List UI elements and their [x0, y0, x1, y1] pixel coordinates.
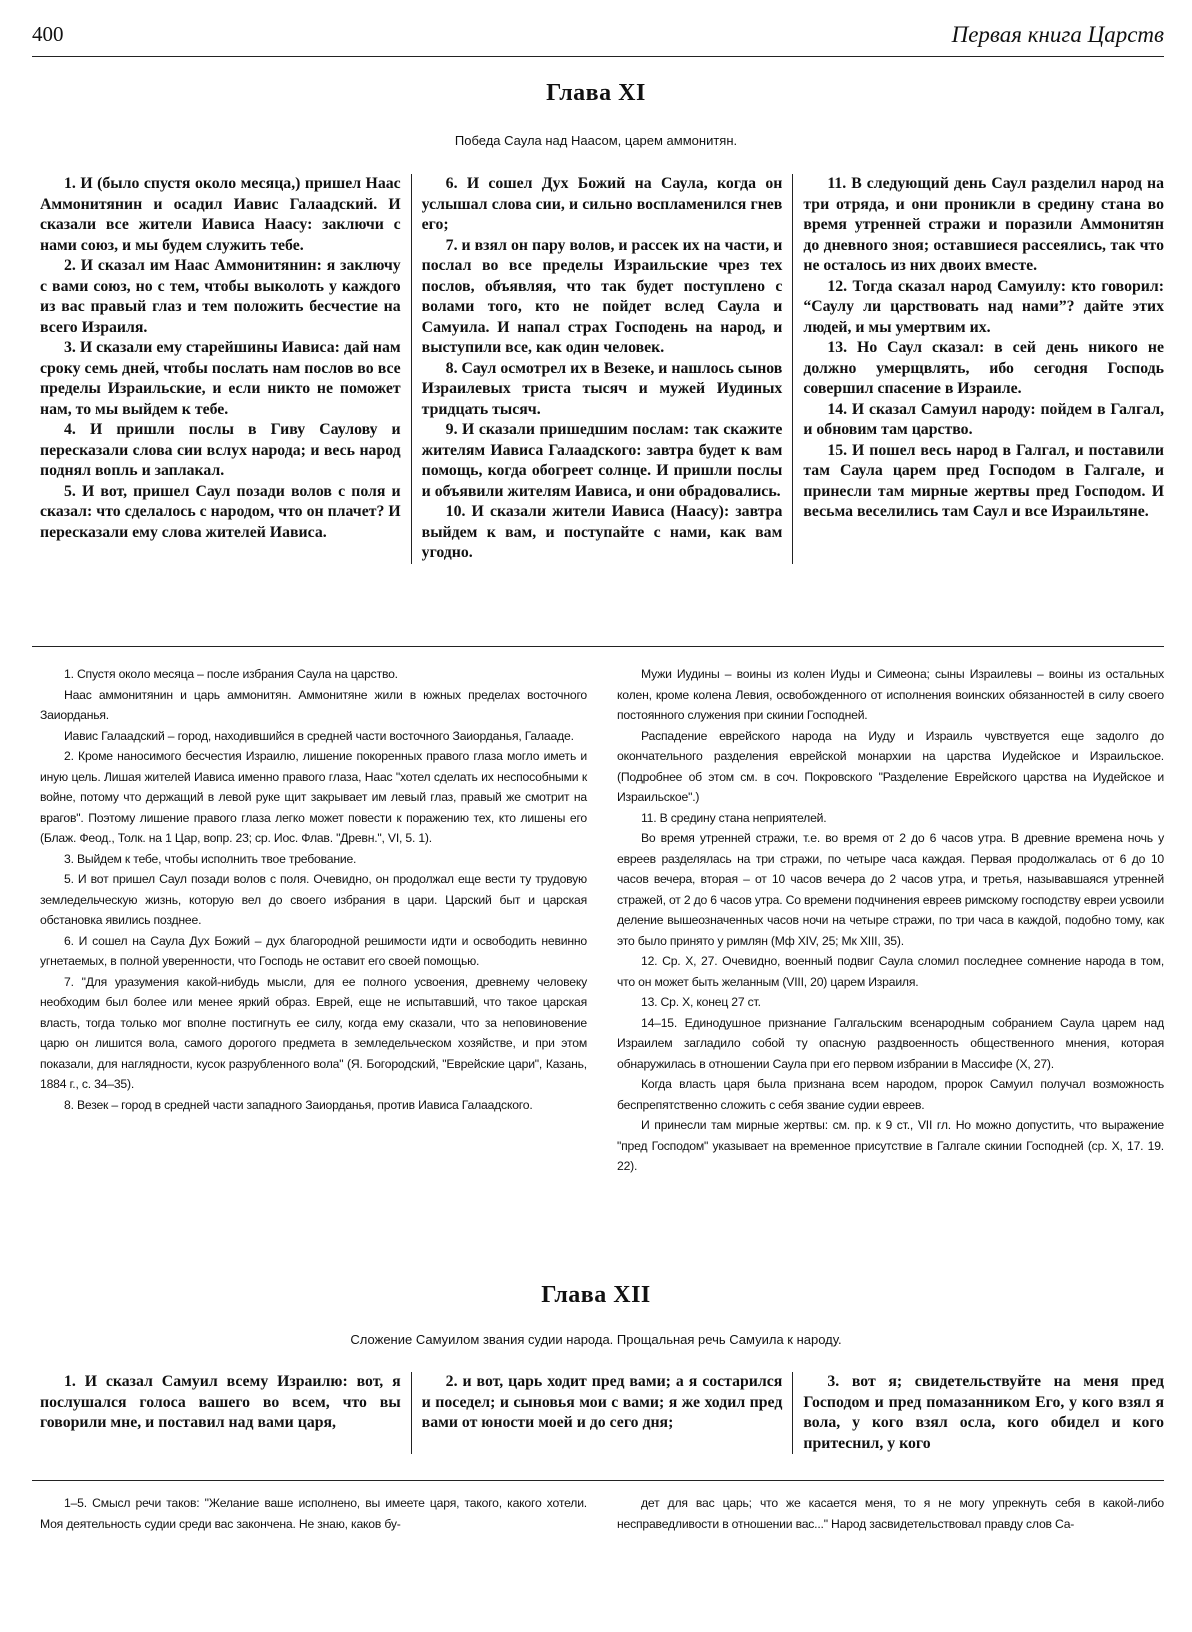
chapter-12-title: Глава XII: [541, 1282, 651, 1308]
commentary-note: 1–5. Смысл речи таков: "Желание ваше исполнено, вы имеете царя, такого, какого хотели. Моя деятельность судии среди вас закончена. Не знаю, каков бу-: [40, 1496, 587, 1531]
verse: 4. И пришли послы в Гиву Саулову и пересказали слова сии вслух народа; и весь народ поднял вопль и заплакал.: [40, 421, 401, 479]
commentary-note: 6. И сошел на Саула Дух Божий – дух благородной решимости идти и освободить невинно угнетаемых, в полной уверенности, что Господь не оставит его своей помощью.: [40, 933, 587, 968]
page-number: 400: [32, 22, 64, 46]
chapter-11-summary: Победа Саула над Наасом, царем аммонитян.: [454, 133, 738, 148]
commentary-note: 3. Выйдем к тебе, чтобы исполнить твое требование.: [64, 851, 357, 866]
chapter-11-title: Глава XI: [546, 80, 646, 106]
commentary-note: Наас аммонитянин и царь аммонитян. Аммонитяне жили в южных пределах восточного Заиорданья.: [40, 687, 587, 722]
verse: 1. И (было спустя около месяца,) пришел Наас Аммонитянин и осадил Иавис Галаадский. И сказали все жители Иависа Наасу: заключи с нами союз, и мы будем служить тебе.: [40, 175, 401, 254]
verse: 11. В следующий день Саул разделил народ на три отряда, и они проникли в средину стана во время утренней стражи и поразили Аммонитян до дневного зноя; оставшиеся рассеялись, так что не осталось из них двоих вместе.: [803, 175, 1165, 274]
chapter-12-summary: Сложение Самуилом звания судии народа. Прощальная речь Самуила к народу.: [350, 1332, 842, 1347]
footnote-divider: [32, 1480, 1164, 1481]
commentary-note: 14–15. Единодушное признание Галгальским всенародным собранием Саула царем над Израилем загладило собой ту опасную раздвоенность общественного мнения, которая обнаружилась в отношении Саула при его первом избрании в Массифе (X, 27).: [617, 1015, 1164, 1071]
commentary-note: 13. Ср. X, конец 27 ст.: [641, 995, 761, 1009]
verse: 1. И сказал Самуил всему Израилю: вот, я послушался голоса вашего во всем, что вы говорили мне, и поставил над вами царя,: [40, 1373, 401, 1431]
book-title: Первая книга Царств: [951, 22, 1164, 47]
commentary-note: Распадение еврейского народа на Иуду и Израиль чувствуется еще задолго до окончательного разделения еврейской монархии на царства Иудейское и Израильское. (Подробнее об этом см. в соч. Покровского "Разделение Еврейского царства на Иудейское и Израильское".): [617, 728, 1164, 804]
verse: 7. и взял он пару волов, и рассек их на части, и послал во все пределы Израильские чрез тех послов, объявляя, что так будет поступлено с волами того, кто не пойдет вслед Саула и Самуила. И напал страх Господень на народ, и выступили все, как один человек.: [421, 236, 783, 356]
commentary-column-left: [40, 1493, 587, 1534]
verse-column-3: [792, 1372, 1164, 1454]
commentary-note: Когда власть царя была признана всем народом, пророк Самуил получал возможность беспрепятственно сложить с себя звание судии евреев.: [617, 1077, 1164, 1112]
verse-column-2: [411, 1372, 793, 1454]
commentary-note: 8. Везек – город в средней части западного Заиорданья, против Иависа Галаадского.: [64, 1097, 533, 1112]
chapter-11-verses: [40, 174, 1164, 564]
commentary-column-left: [40, 664, 587, 1177]
verse: 14. И сказал Самуил народу: пойдем в Галгал, и обновим там царство.: [803, 400, 1165, 438]
verse: 6. И сошел Дух Божий на Саула, когда он услышал слова сии, и сильно воспламенился гнев его;: [421, 175, 783, 233]
verse-column-1: [40, 174, 411, 564]
verse-column-2: [411, 174, 793, 564]
verse: 3. вот я; свидетельствуйте на меня пред Господом и пред помазанником Его, у кого взял я вола, у кого взял осла, кого обидел и кого притеснил, у кого: [803, 1373, 1165, 1452]
chapter-11-commentary: [40, 664, 1164, 1177]
chapter-12-commentary: [40, 1493, 1164, 1534]
chapter-12-verses: [40, 1372, 1164, 1454]
commentary-note: 5. И вот пришел Саул позади волов с поля. Очевидно, он продолжал еще вести ту трудовую земледельческую жизнь, которую вел до своего избрания в цари. Царский быт и царская обстановка явились позднее.: [40, 872, 587, 927]
commentary-note: дет для вас царь; что же касается меня, то я не могу упрекнуть себя в какой-либо несправедливости в отношении вас..." Народ засвидетельствовал правду слов Са-: [617, 1496, 1164, 1531]
verse: 9. И сказали пришедшим послам: так скажите жителям Иависа Галаадского: завтра будет к вам помощь, когда обогреет солнце. И пришли послы и объявили жителям Иависа, и они обрадовались.: [421, 421, 783, 500]
verse: 12. Тогда сказал народ Самуилу: кто говорил: “Саулу ли царствовать над нами”? дайте этих людей, и мы умертвим их.: [803, 277, 1165, 336]
verse: 13. Но Саул сказал: в сей день никого не должно умерщвлять, ибо сегодня Господь совершил спасение в Израиле.: [803, 339, 1165, 397]
commentary-note: Мужи Иудины – воины из колен Иуды и Симеона; сыны Израилевы – воины из остальных колен, кроме колена Левия, освобожденного от исполнения воинских обязанностей в силу своего постоянного служения при скинии Господней.: [617, 667, 1164, 722]
running-head: [32, 16, 1164, 57]
commentary-note: 7. "Для уразумения какой-нибудь мысли, для ее полного усвоения, древнему человеку необходим был более или менее яркий образ. Еврей, еще не испытавший, что такое царская власть, тогда только мог вполне постигнуть ее силу, когда ему сказали, что за неповиновение царю он лишится вола, самого дорогого предмета в земледельческом хозяйстве, и при этом показали, для наглядности, кусок разрубленного вола" (Я. Богородский, "Еврейские цари", Казань, 1884 г., с. 34–35).: [40, 974, 587, 1091]
verse: 5. И вот, пришел Саул позади волов с поля и сказал: что сделалось с народом, что он плачет? И пересказали ему слова жителей Иависа.: [40, 482, 401, 541]
commentary-note: Во время утренней стражи, т.е. во время от 2 до 6 часов утра. В древние времена ночь у евреев разделялась на три стражи, по четыре часа каждая. Первая продолжалась от 6 до 10 часов вечера, вторая – от 10 часов вечера до 2 часов утра, и третья, называвшаяся утренней стражей, от 2 до 6 часов утра. Со времени подчинения евреев римскому господству евреи усвоили деление вышеозначенных часов ночи на четыре стражи, по три часа в каждой, подобно тому, как это было принято у римлян (Мф XIV, 25; Мк XIII, 35).: [617, 831, 1164, 948]
commentary-column-right: [617, 664, 1164, 1177]
commentary-note: Иавис Галаадский – город, находившийся в средней части восточного Заиорданья, Галааде.: [64, 728, 574, 743]
commentary-column-right: [617, 1493, 1164, 1534]
verse-column-1: [40, 1372, 411, 1454]
verse-column-3: [792, 174, 1164, 564]
commentary-note: 12. Ср. X, 27. Очевидно, военный подвиг Саула сломил последнее сомнение народа в том, что он может быть желанным (VIII, 20) царем Израиля.: [617, 954, 1164, 989]
commentary-note: 2. Кроме наносимого бесчестия Израилю, лишение покоренных правого глаза могло иметь и иную цель. Лишая жителей Иависа именно правого глаза, Наас "хотел сделать их неспособными к войне, потому что держащий в левой руке щит закрывает им левый глаз, правый же смотрит на врагов". Поэтому лишение правого глаза легко может повести к поражению тех, кто лишены его (Блаж. Феод., Толк. на 1 Цар, вопр. 23; ср. Иос. Флав. "Древн.", VI, 5. 1).: [40, 749, 587, 845]
commentary-note: 1. Спустя около месяца – после избрания Саула на царство.: [64, 667, 398, 681]
verse: 15. И пошел весь народ в Галгал, и поставили там Саула царем пред Господом в Галгале, и принесли там мирные жертвы пред Господом. И весьма веселились там Саул и все Израильтяне.: [803, 441, 1165, 520]
verse: 8. Саул осмотрел их в Везеке, и нашлось сынов Израилевых триста тысяч и мужей Иудиных тридцать тысяч.: [421, 359, 783, 418]
footnote-divider: [32, 646, 1164, 647]
verse: 2. И сказал им Наас Аммонитянин: я заключу с вами союз, но с тем, чтобы выколоть у каждого из вас правый глаз и тем положить бесчестие на всего Израиля.: [40, 257, 401, 336]
verse: 3. И сказали ему старейшины Иависа: дай нам сроку семь дней, чтобы послать нам послов во все пределы Израильские, и если никто не поможет нам, то мы выйдем к тебе.: [40, 339, 401, 418]
verse: 2. и вот, царь ходит пред вами; а я состарился и поседел; и сыновья мои с вами; я же ходил пред вами от юности моей и до сего дня;: [421, 1373, 783, 1431]
commentary-note: И принесли там мирные жертвы: см. пр. к 9 ст., VII гл. Но можно допустить, что выражение "пред Господом" указывает на временное присутствие в Галгале скинии Господней (ср. X, 17. 19. 22).: [617, 1118, 1164, 1173]
commentary-note: 11. В средину стана неприятелей.: [641, 810, 827, 825]
verse: 10. И сказали жители Иависа (Наасу): завтра выйдем к вам, и поступайте с нами, как вам угодно.: [421, 503, 783, 561]
